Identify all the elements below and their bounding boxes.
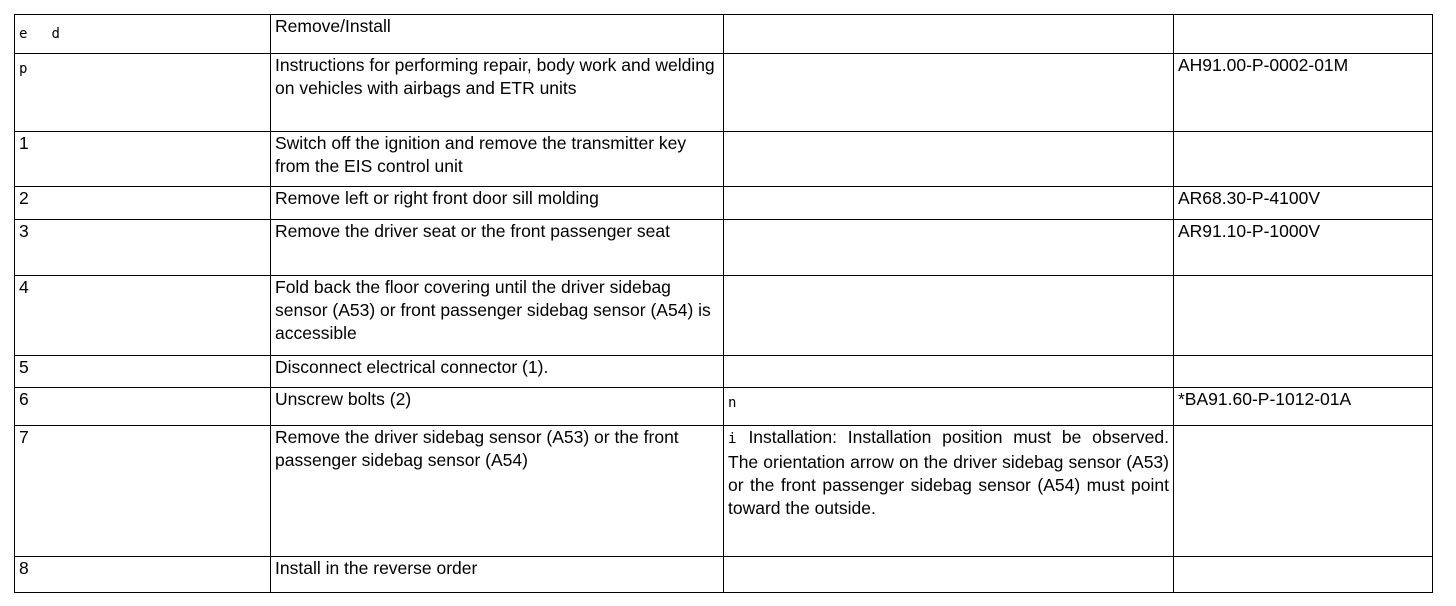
action-cell: Instructions for performing repair, body work and welding on vehicles with airbags and ETR units (271, 54, 724, 132)
reference-cell (1174, 426, 1433, 557)
reference-cell (1174, 557, 1433, 593)
step-number: 6 (15, 388, 271, 426)
note-cell (724, 15, 1174, 54)
note-cell (724, 187, 1174, 220)
reference-cell (1174, 356, 1433, 388)
table-row (15, 557, 1433, 593)
step-number: 8 (15, 557, 271, 593)
action-cell: Install in the reverse order (271, 557, 724, 593)
step-number: 3 (15, 220, 271, 276)
action-cell: Remove the driver sidebag sensor (A53) or the front passenger sidebag sensor (A54) (271, 426, 724, 557)
table-row (15, 132, 1433, 187)
reference-link[interactable]: AR68.30-P-4100V (1174, 187, 1433, 220)
action-cell: Remove/Install (271, 15, 724, 54)
reference-link[interactable]: AH91.00-P-0002-01M (1174, 54, 1433, 132)
reference-cell (1174, 132, 1433, 187)
action-cell: Remove the driver seat or the front passenger seat (271, 220, 724, 276)
install-symbol-icon: d (51, 26, 60, 42)
action-cell: Remove left or right front door sill molding (271, 187, 724, 220)
table-row (15, 388, 1433, 426)
installation-note: Installation: Installation position must be observed. The orientation arrow on the driver sidebag sensor (A53) or the front passenger sidebag sensor (A54) must point toward the outside. (728, 427, 1169, 518)
note-cell (724, 54, 1174, 132)
step-number: 1 (15, 132, 271, 187)
note-cell (724, 557, 1174, 593)
reference-link[interactable]: *BA91.60-P-1012-01A (1174, 388, 1433, 426)
table-row (15, 276, 1433, 356)
action-cell: Disconnect electrical connector (1). (271, 356, 724, 388)
step-cell (15, 15, 271, 54)
reference-link[interactable]: AR91.10-P-1000V (1174, 220, 1433, 276)
step-number: 4 (15, 276, 271, 356)
step-cell (15, 54, 271, 132)
action-cell: Unscrew bolts (2) (271, 388, 724, 426)
note-cell (724, 388, 1174, 426)
table-row (15, 15, 1433, 54)
table-row (15, 54, 1433, 132)
tightening-torque-icon: n (728, 395, 737, 411)
step-number: 5 (15, 356, 271, 388)
note-cell (724, 220, 1174, 276)
action-cell: Switch off the ignition and remove the transmitter key from the EIS control unit (271, 132, 724, 187)
reference-cell (1174, 15, 1433, 54)
instructions-symbol-icon: p (19, 61, 28, 77)
note-cell (724, 132, 1174, 187)
procedure-table (14, 14, 1433, 593)
reference-cell (1174, 276, 1433, 356)
table-row (15, 356, 1433, 388)
action-cell: Fold back the floor covering until the driver sidebag sensor (A53) or front passenger sidebag sensor (A54) is accessible (271, 276, 724, 356)
note-cell (724, 426, 1174, 557)
note-cell (724, 356, 1174, 388)
note-cell (724, 276, 1174, 356)
table-row (15, 426, 1433, 557)
table-row (15, 187, 1433, 220)
step-number: 7 (15, 426, 271, 557)
step-number: 2 (15, 187, 271, 220)
info-icon: i (728, 431, 737, 447)
remove-symbol-icon: e (19, 26, 28, 42)
table-row (15, 220, 1433, 276)
